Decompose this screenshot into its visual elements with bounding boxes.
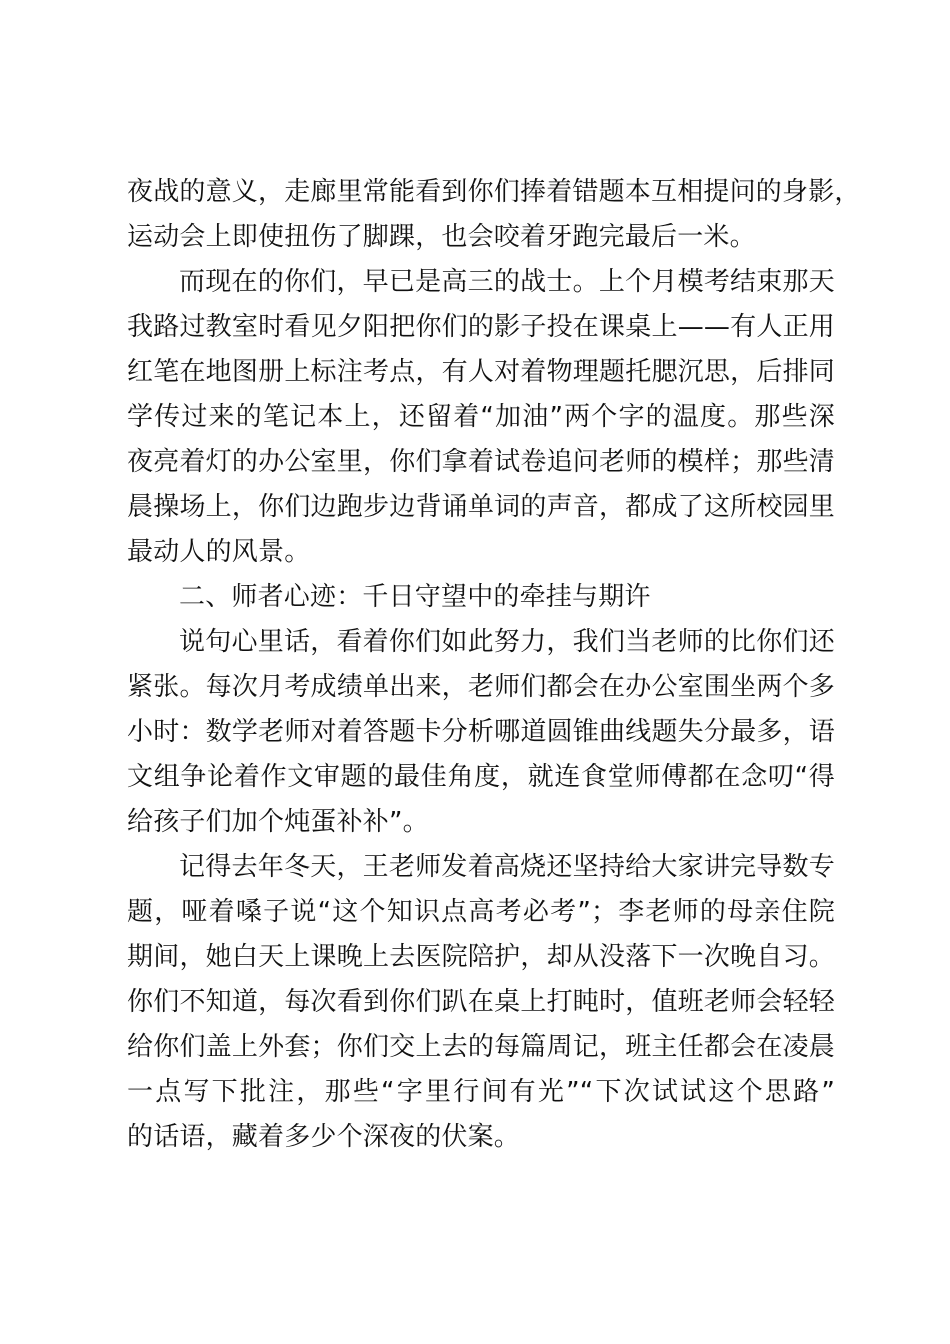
text-line: 题，哑着嗓子说“这个知识点高考必考”；李老师的母亲住院 bbox=[127, 897, 835, 927]
text-line: 期间，她白天上课晚上去医院陪护，却从没落下一次晚自习。 bbox=[127, 942, 835, 972]
text-line: 你们不知道，每次看到你们趴在桌上打盹时，值班老师会轻轻 bbox=[127, 987, 835, 1017]
text-line: 最动人的风景。 bbox=[127, 537, 311, 567]
text-line: 给你们盖上外套；你们交上去的每篇周记，班主任都会在凌晨 bbox=[127, 1032, 835, 1062]
text-line: 而现在的你们，早已是高三的战士。上个月模考结束那天 bbox=[179, 267, 835, 297]
text-line: 我路过教室时看见夕阳把你们的影子投在课桌上——有人正用 bbox=[127, 312, 835, 342]
text-line: 记得去年冬天，王老师发着高烧还坚持给大家讲完导数专 bbox=[179, 852, 835, 882]
text-line: 二、师者心迹：千日守望中的牵挂与期许 bbox=[179, 582, 651, 612]
text-line: 红笔在地图册上标注考点，有人对着物理题托腮沉思，后排同 bbox=[127, 357, 835, 387]
text-line: 的话语，藏着多少个深夜的伏案。 bbox=[127, 1122, 521, 1152]
section-heading bbox=[127, 575, 835, 620]
text-line: 说句心里话，看着你们如此努力，我们当老师的比你们还 bbox=[179, 627, 835, 657]
document-body bbox=[127, 170, 861, 1160]
paragraph bbox=[127, 845, 835, 1160]
paragraph bbox=[127, 620, 835, 845]
text-line: 小时：数学老师对着答题卡分析哪道圆锥曲线题失分最多，语 bbox=[127, 717, 835, 747]
text-line: 给孩子们加个炖蛋补补”。 bbox=[127, 807, 429, 837]
text-line: 文组争论着作文审题的最佳角度，就连食堂师傅都在念叨“得 bbox=[127, 762, 835, 792]
text-line: 学传过来的笔记本上，还留着“加油”两个字的温度。那些深 bbox=[127, 402, 835, 432]
text-line: 夜亮着灯的办公室里，你们拿着试卷追问老师的模样；那些清 bbox=[127, 447, 835, 477]
text-line: 一点写下批注，那些“字里行间有光”“下次试试这个思路” bbox=[127, 1077, 835, 1107]
text-line: 紧张。每次月考成绩单出来，老师们都会在办公室围坐两个多 bbox=[127, 672, 835, 702]
paragraph bbox=[127, 170, 861, 260]
text-line: 晨操场上，你们边跑步边背诵单词的声音，都成了这所校园里 bbox=[127, 492, 835, 522]
text-line: 夜战的意义，走廊里常能看到你们捧着错题本互相提问的身影， bbox=[127, 177, 861, 207]
paragraph bbox=[127, 260, 835, 575]
text-line: 运动会上即使扭伤了脚踝，也会咬着牙跑完最后一米。 bbox=[127, 222, 756, 252]
